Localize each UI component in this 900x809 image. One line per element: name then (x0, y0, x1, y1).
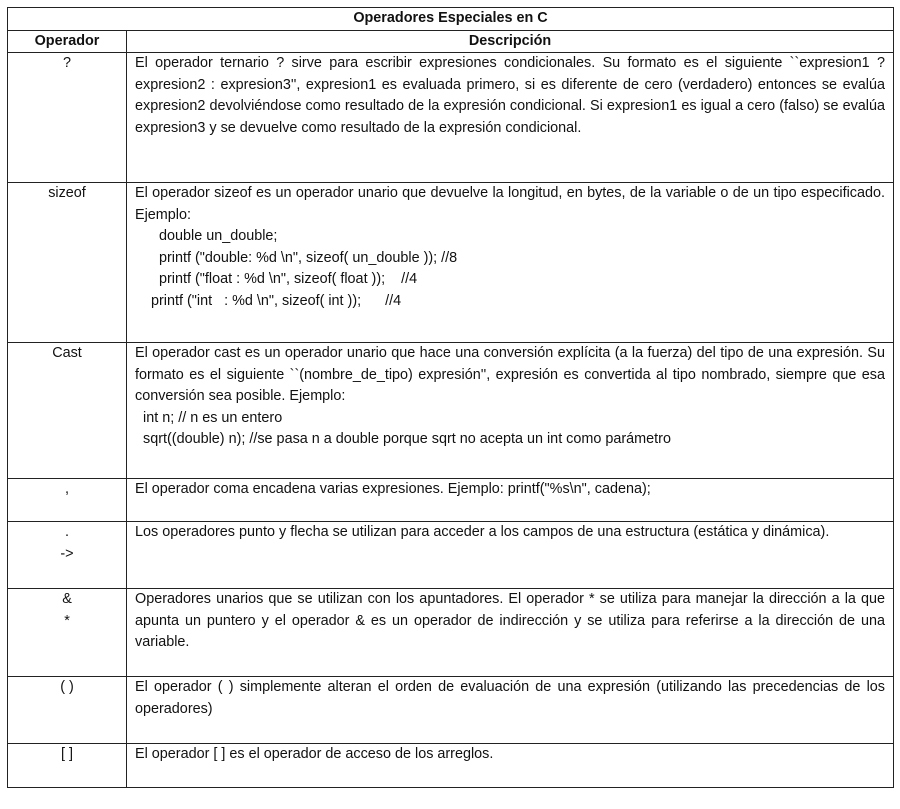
description-text: El operador cast es un operador unario que hace una conversión explícita (a la fuerza) del tipo de una expresión. Su formato es el siguiente ``(nombre_de_tipo) expresión'', expresión es convertida al tipo nombrado, siempre que esa conversión sea posible. Ejemplo: (135, 345, 885, 404)
code-line: printf ("double: %d \n", sizeof( un_double )); //8 (135, 249, 458, 266)
table-row (8, 677, 894, 744)
operators-table (7, 7, 894, 788)
description-cell (127, 677, 894, 744)
description-cell (127, 522, 894, 589)
title-row (8, 8, 894, 31)
operator-symbol: . (65, 524, 69, 540)
table-title: Operadores Especiales en C (8, 8, 894, 31)
operator-symbol: * (64, 612, 70, 629)
operator-symbol: & (62, 591, 72, 607)
header-operator: Operador (8, 30, 127, 53)
table-row (8, 343, 894, 479)
description-text: El operador coma encadena varias expresiones. Ejemplo: printf("%s\n", cadena); (135, 481, 651, 497)
operator-symbol: ? (62, 55, 71, 71)
operator-cell (8, 343, 127, 479)
operator-cell (8, 522, 127, 589)
table-row (8, 522, 894, 589)
operator-cell (8, 479, 127, 522)
operator-cell (8, 53, 127, 183)
operator-symbol: -> (60, 545, 74, 562)
description-text: El operador [ ] es el operador de acceso de los arreglos. (135, 746, 494, 762)
operator-symbol: ( ) (60, 679, 74, 695)
code-line: double un_double; (135, 228, 278, 244)
table-row (8, 53, 894, 183)
description-text: El operador ( ) simplemente alteran el orden de evaluación de una expresión (utilizando las precedencias de los operadores) (135, 679, 885, 717)
table-row (8, 589, 894, 677)
description-cell (127, 343, 894, 479)
operator-symbol: sizeof (48, 185, 86, 201)
table-row (8, 479, 894, 522)
description-cell (127, 479, 894, 522)
code-line: sqrt((double) n); //se pasa n a double porque sqrt no acepta un int como parámetro (135, 431, 671, 447)
code-line: int n; // n es un entero (135, 409, 283, 426)
table-row (8, 183, 894, 343)
operator-symbol: , (65, 481, 69, 497)
operator-symbol: Cast (52, 345, 82, 361)
description-text: El operador sizeof es un operador unario que devuelve la longitud, en bytes, de la variable o de un tipo especificado. Ejemplo: (135, 185, 885, 223)
description-text: Los operadores punto y flecha se utilizan para acceder a los campos de una estructura (estática y dinámica). (135, 524, 830, 540)
description-text: El operador ternario ? sirve para escribir expresiones condicionales. Su formato es el siguiente ``expresion1 ? expresion2 : expresion3'', expresion1 es evaluada primero, si es diferente de cero (verdadero) entonces se evalúa expresion2 devolviéndose como resultado de la expresión condicional. Si expresion1 es igual a cero (falso) se evalúa expresion3 y se devuelve como resultado de la expresión condicional. (135, 55, 885, 136)
operator-symbol: [ ] (61, 746, 73, 762)
operator-cell (8, 589, 127, 677)
table-row (8, 744, 894, 788)
operator-cell (8, 183, 127, 343)
description-cell (127, 744, 894, 788)
description-cell (127, 53, 894, 183)
operator-cell (8, 677, 127, 744)
description-text: Operadores unarios que se utilizan con los apuntadores. El operador * se utiliza para manejar la dirección a la que apunta un puntero y el operador & es un operador de indirección y se utiliza para referirse a la dirección de una variable. (135, 591, 885, 650)
header-row (8, 30, 894, 53)
code-line: printf ("int : %d \n", sizeof( int )); //4 (135, 292, 402, 309)
description-cell (127, 183, 894, 343)
header-description: Descripción (127, 30, 894, 53)
code-line: printf ("float : %d \n", sizeof( float )); //4 (135, 271, 418, 287)
operator-cell (8, 744, 127, 788)
description-cell (127, 589, 894, 677)
